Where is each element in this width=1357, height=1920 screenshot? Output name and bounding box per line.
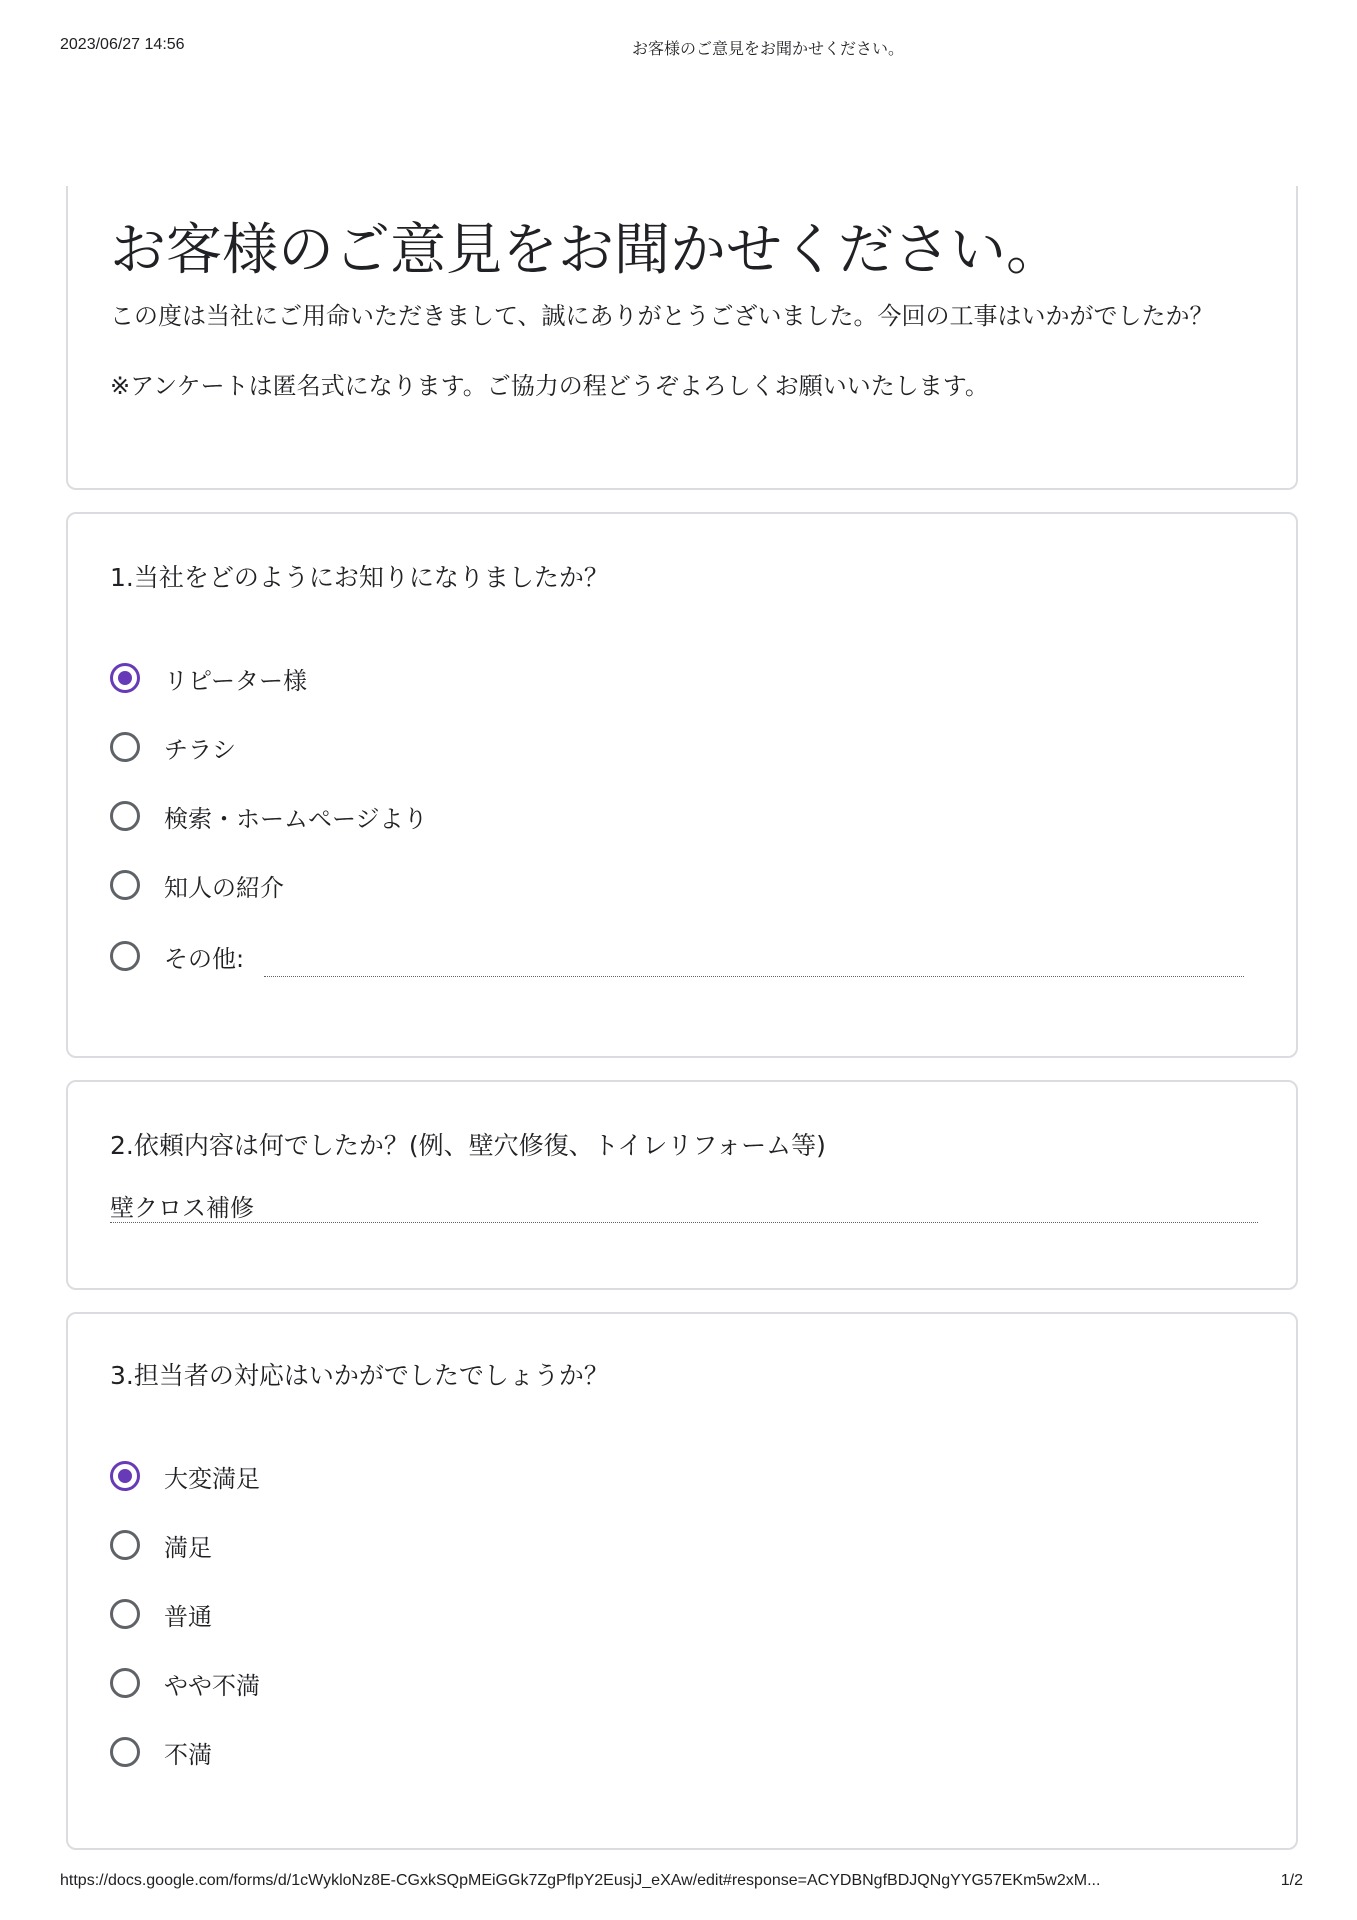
option-label: やや不満 (164, 1671, 260, 1700)
option-label: 大変満足 (164, 1464, 260, 1493)
option-label: 知人の紹介 (164, 873, 284, 902)
option-label: 満足 (164, 1533, 212, 1562)
print-header (0, 36, 1357, 60)
other-text-input[interactable] (264, 976, 1244, 977)
radio-option[interactable] (110, 1456, 260, 1496)
radio-checked-icon[interactable] (110, 663, 140, 693)
radio-option[interactable] (110, 658, 307, 698)
print-url: https://docs.google.com/forms/d/1cWykloNz8E-CGxkSQpMEiGGk7ZgPflpY2EusjJ_eXAw/edit#response=ACYDBNgfBDJQNgYYG57EKm5w2xM... (60, 1872, 1101, 1889)
answer-underline (110, 1222, 1258, 1223)
radio-unchecked-icon[interactable] (110, 1599, 140, 1629)
radio-unchecked-icon[interactable] (110, 870, 140, 900)
radio-option[interactable] (110, 865, 284, 905)
print-footer (0, 1872, 1357, 1896)
radio-option[interactable] (110, 1732, 212, 1772)
option-label: 検索・ホームページより (164, 804, 428, 833)
question-title: 1.当社をどのようにお知りになりましたか？ (110, 563, 609, 592)
radio-unchecked-icon[interactable] (110, 1668, 140, 1698)
form-description-intro: この度は当社にご用命いただきまして、誠にありがとうございました。今回の工事はいかがでしたか？ (110, 302, 1214, 330)
radio-checked-icon[interactable] (110, 1461, 140, 1491)
page-number: 1/2 (1280, 1872, 1303, 1889)
form-description (110, 298, 1260, 404)
question-title: 3.担当者の対応はいかがでしたでしょうか？ (110, 1361, 609, 1390)
option-label: 普通 (164, 1602, 212, 1631)
option-label: 不満 (164, 1740, 212, 1769)
radio-option[interactable] (110, 796, 428, 836)
print-doc-title: お客様のご意見をお聞かせください。 (632, 41, 905, 58)
print-date: 2023/06/27 14:56 (60, 36, 185, 53)
question-card-2 (66, 1080, 1298, 1290)
form-title: お客様のご意見をお聞かせください。 (110, 218, 1062, 283)
radio-option[interactable] (110, 1594, 212, 1634)
option-label: チラシ (164, 735, 236, 764)
question-card-1 (66, 512, 1298, 1058)
option-label: その他: (164, 944, 245, 973)
form-description-note: ※アンケートは匿名式になります。ご協力の程どうぞよろしくお願いいたします。 (110, 372, 989, 400)
radio-option[interactable] (110, 1663, 260, 1703)
option-label: リピーター様 (164, 666, 308, 695)
answer-text[interactable]: 壁クロス補修 (110, 1194, 254, 1222)
radio-unchecked-icon[interactable] (110, 1737, 140, 1767)
radio-option-other[interactable] (110, 936, 244, 976)
form-header-card (66, 186, 1298, 490)
radio-option[interactable] (110, 727, 236, 767)
radio-option[interactable] (110, 1525, 212, 1565)
question-card-3 (66, 1312, 1298, 1850)
radio-unchecked-icon[interactable] (110, 941, 140, 971)
radio-unchecked-icon[interactable] (110, 801, 140, 831)
radio-unchecked-icon[interactable] (110, 732, 140, 762)
question-title: 2.依頼内容は何でしたか？(例、壁穴修復、トイレリフォーム等) (110, 1131, 826, 1160)
radio-unchecked-icon[interactable] (110, 1530, 140, 1560)
